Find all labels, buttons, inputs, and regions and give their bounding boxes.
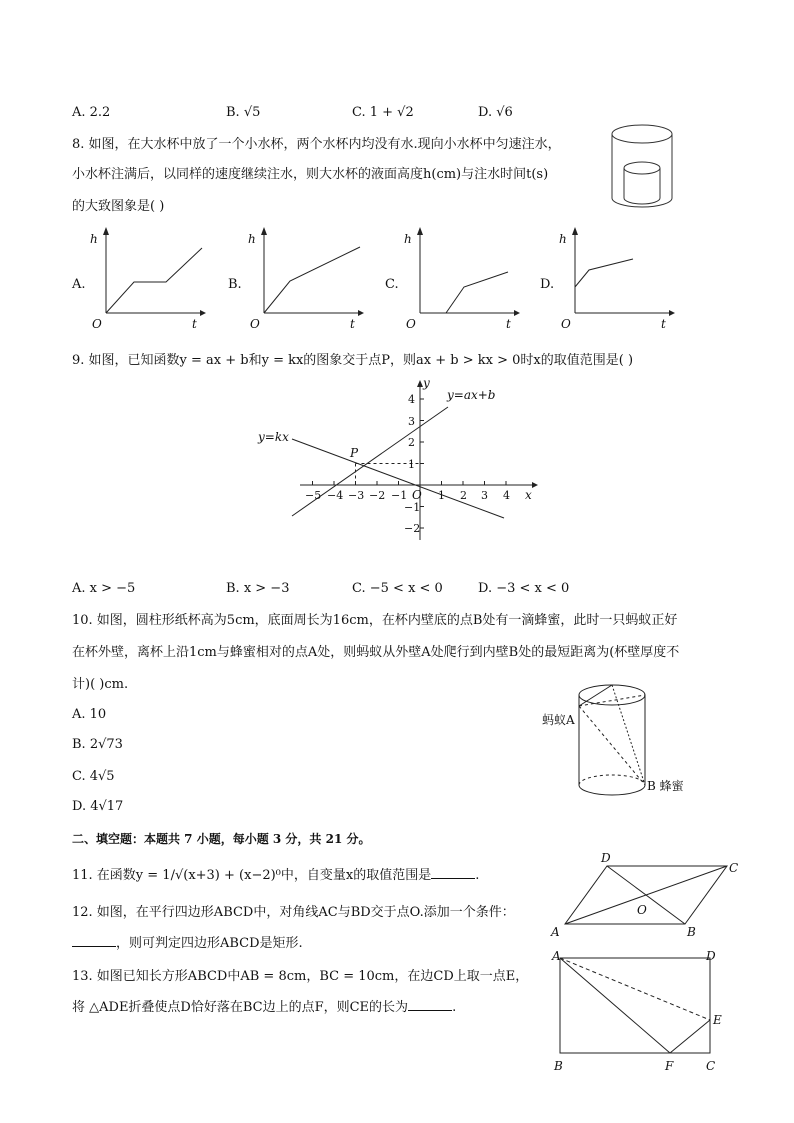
q10-line2: 在杯外壁，离杯上沿1cm与蜂蜜相对的点A处，则蚂蚁从外壁A处爬行到内壁B处的最短距离为(杯壁厚度不 [72, 645, 680, 660]
xtick: 2 [460, 489, 467, 502]
origin-label: O [412, 488, 422, 502]
q10-option-c: C. 4√5 [72, 769, 115, 784]
q7-option-b: B. √5 [226, 105, 261, 120]
q11-end: . [475, 868, 480, 883]
q8-line3: 的大致图象是( ) [72, 199, 165, 214]
honey-label: B 蜂蜜 [647, 779, 684, 793]
xtick: 1 [438, 489, 445, 502]
line-kx-label: y=kx [258, 430, 289, 444]
para-d: D [601, 851, 611, 865]
graph-d-o: O [561, 317, 571, 331]
graph-c-o: O [406, 317, 416, 331]
graph-a-t: t [192, 317, 197, 331]
q8-line1: 8. 如图，在大水杯中放了一个小水杯，两个水杯内均没有水.现向小水杯中匀速注水， [72, 137, 561, 152]
q7-option-d: D. √6 [478, 105, 513, 120]
rect-f: F [665, 1059, 674, 1073]
q13-answer-blank[interactable] [408, 998, 452, 1011]
q8-option-d-label: D. [540, 277, 555, 292]
ytick: 4 [408, 393, 415, 406]
xtick: 3 [481, 489, 488, 502]
q13-end: . [452, 1000, 457, 1015]
graph-a [88, 225, 208, 335]
q9-coordinate-graph [250, 375, 540, 545]
q10-line3: 计)( )cm. [72, 677, 129, 692]
q7-option-a: A. 2.2 [72, 105, 111, 120]
graph-c-h: h [404, 232, 412, 246]
xtick: −1 [391, 489, 408, 502]
q12-line1: 12. 如图，在平行四边形ABCD中，对角线AC与BD交于点O.添加一个条件： [72, 905, 515, 920]
q12-answer-blank[interactable] [72, 934, 116, 947]
q13-line2 [72, 998, 456, 1017]
para-b: B [687, 925, 696, 939]
q9-option-a: A. x > −5 [72, 581, 136, 596]
graph-b-t: t [350, 317, 355, 331]
q10-option-a: A. 10 [72, 707, 107, 722]
rect-b: B [554, 1059, 563, 1073]
point-p-label: P [350, 446, 359, 460]
xtick: −4 [327, 489, 344, 502]
ytick: −1 [404, 501, 421, 514]
q11-stem: 11. 在函数y = 1/√(x+3) + (x−2)⁰中，自变量x的取值范围是 [72, 868, 432, 883]
rect-d: D [706, 949, 716, 963]
graph-d-t: t [661, 317, 666, 331]
ant-label: 蚂蚁A [542, 713, 575, 727]
ytick: −2 [404, 522, 421, 535]
graph-c-t: t [506, 317, 511, 331]
rect-c: C [706, 1059, 716, 1073]
ytick: 1 [408, 458, 415, 471]
rectangle-fold-figure [548, 948, 733, 1078]
rect-a: A [552, 949, 561, 963]
q13-line2-text: 将 △ADE折叠使点D恰好落在BC边上的点F，则CE的长为 [72, 1000, 409, 1015]
q10-option-b: B. 2√73 [72, 737, 123, 752]
q8-option-b-label: B. [228, 277, 242, 292]
parallelogram-figure [545, 852, 745, 942]
q8-option-a-label: A. [72, 277, 86, 292]
q10-line1: 10. 如图，圆柱形纸杯高为5cm，底面周长为16cm，在杯内壁底的点B处有一滴蜂蜜，此时一只蚂蚁正好 [72, 613, 678, 628]
q13-line1: 13. 如图已知长方形ABCD中AB = 8cm，BC = 10cm，在边CD上取一点E， [72, 969, 529, 984]
cups-figure [605, 120, 680, 215]
graph-c [402, 225, 522, 335]
graph-a-o: O [92, 317, 102, 331]
xtick: −2 [369, 489, 386, 502]
q9-option-d: D. −3 < x < 0 [478, 581, 570, 596]
xtick: −5 [305, 489, 322, 502]
para-c: C [729, 861, 739, 875]
q10-option-d: D. 4√17 [72, 799, 124, 814]
graph-b-o: O [250, 317, 260, 331]
para-o: O [637, 903, 647, 917]
cylinder-figure [540, 680, 700, 805]
q11-text [72, 866, 479, 885]
rect-e: E [713, 1013, 722, 1027]
para-a: A [551, 925, 560, 939]
q12-line2-text: ，则可判定四边形ABCD是矩形. [116, 936, 303, 951]
graph-b [246, 225, 366, 335]
y-axis-label: y [423, 376, 430, 390]
q9-option-c: C. −5 < x < 0 [352, 581, 443, 596]
line-ax-b-label: y=ax+b [447, 388, 496, 402]
graph-d [557, 225, 677, 335]
q12-line2 [72, 934, 303, 953]
xtick: −3 [348, 489, 365, 502]
q7-option-c: C. 1 + √2 [352, 105, 414, 120]
ytick: 3 [408, 415, 415, 428]
graph-a-h: h [90, 232, 98, 246]
q11-answer-blank[interactable] [431, 866, 475, 879]
ytick: 2 [408, 436, 415, 449]
q9-stem: 9. 如图，已知函数y = ax + b和y = kx的图象交于点P，则ax + b > kx > 0时x的取值范围是( ) [72, 353, 634, 368]
q8-line2: 小水杯注满后，以同样的速度继续注水，则大水杯的液面高度h(cm)与注水时间t(s) [72, 167, 549, 182]
xtick: 4 [503, 489, 510, 502]
graph-b-h: h [248, 232, 256, 246]
x-axis-label: x [525, 488, 532, 502]
graph-d-h: h [559, 232, 567, 246]
q9-option-b: B. x > −3 [226, 581, 290, 596]
q8-option-c-label: C. [385, 277, 399, 292]
section-2-title: 二、填空题：本题共 7 小题，每小题 3 分，共 21 分。 [72, 832, 371, 846]
